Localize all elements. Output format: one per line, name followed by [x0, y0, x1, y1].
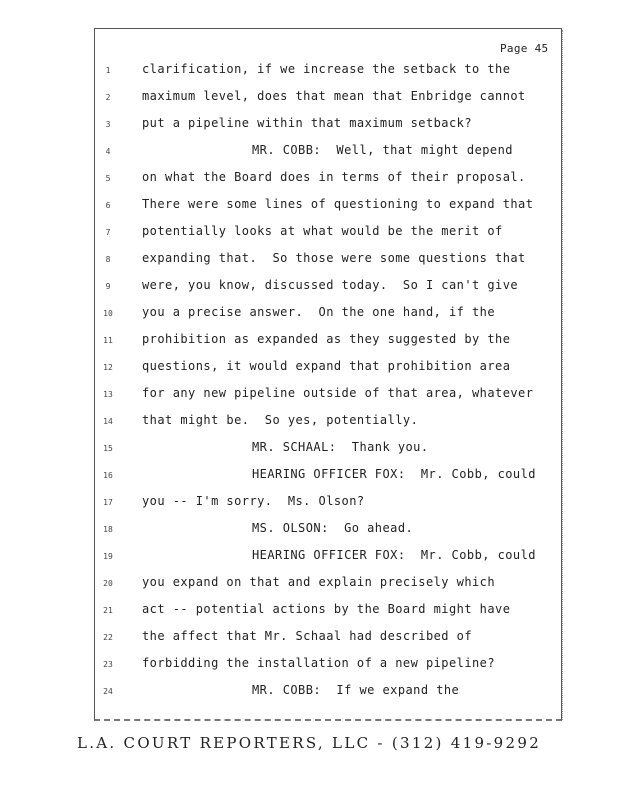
line-number: 19 — [103, 552, 113, 561]
line-text: clarification, if we increase the setback to the — [142, 62, 511, 76]
transcript-line — [0, 386, 618, 408]
transcript-line — [0, 656, 618, 678]
transcript-line — [0, 602, 618, 624]
line-text: on what the Board does in terms of their proposal. — [142, 170, 526, 184]
line-text: There were some lines of questioning to expand that — [142, 197, 534, 211]
line-number: 18 — [103, 525, 113, 534]
line-number: 21 — [103, 606, 113, 615]
line-number: 5 — [105, 174, 111, 183]
transcript-line — [0, 413, 618, 435]
transcript-line — [0, 575, 618, 597]
line-text: you -- I'm sorry. Ms. Olson? — [142, 494, 365, 508]
line-text: that might be. So yes, potentially. — [142, 413, 419, 427]
transcript-line — [0, 440, 618, 462]
line-number: 23 — [103, 660, 113, 669]
line-number: 2 — [105, 93, 111, 102]
transcript-line — [0, 197, 618, 219]
transcript-line — [0, 683, 618, 705]
line-text: prohibition as expanded as they suggested by the — [142, 332, 511, 346]
line-number: 14 — [103, 417, 113, 426]
court-reporter-footer: L.A. COURT REPORTERS, LLC - (312) 419-9292 — [76, 734, 542, 752]
line-number: 4 — [105, 147, 111, 156]
line-number: 10 — [103, 309, 113, 318]
transcript-line — [0, 467, 618, 489]
transcript-line — [0, 305, 618, 327]
transcript-line — [0, 359, 618, 381]
line-number: 11 — [103, 336, 113, 345]
transcript-line — [0, 89, 618, 111]
line-text: act -- potential actions by the Board might have — [142, 602, 511, 616]
line-text: potentially looks at what would be the merit of — [142, 224, 503, 238]
line-number: 15 — [103, 444, 113, 453]
transcript-line — [0, 62, 618, 84]
line-number: 6 — [105, 201, 111, 210]
line-text: HEARING OFFICER FOX: Mr. Cobb, could — [252, 467, 536, 481]
transcript-line — [0, 521, 618, 543]
line-number: 1 — [105, 66, 111, 75]
line-number: 17 — [103, 498, 113, 507]
transcript-line — [0, 251, 618, 273]
page-number: Page 45 — [500, 42, 549, 55]
line-text: were, you know, discussed today. So I can't give — [142, 278, 519, 292]
line-number: 22 — [103, 633, 113, 642]
line-number: 20 — [103, 579, 113, 588]
line-text: MR. SCHAAL: Thank you. — [252, 440, 429, 454]
transcript-line — [0, 332, 618, 354]
line-text: MR. COBB: If we expand the — [252, 683, 460, 697]
line-text: the affect that Mr. Schaal had described of — [142, 629, 473, 643]
line-number: 24 — [103, 687, 113, 696]
line-text: questions, it would expand that prohibition area — [142, 359, 511, 373]
line-number: 16 — [103, 471, 113, 480]
transcript-line — [0, 143, 618, 165]
line-text: expanding that. So those were some questions that — [142, 251, 526, 265]
line-text: for any new pipeline outside of that area, whatever — [142, 386, 534, 400]
line-number: 8 — [105, 255, 111, 264]
line-number: 12 — [103, 363, 113, 372]
transcript-line — [0, 494, 618, 516]
line-text: you expand on that and explain precisely which — [142, 575, 496, 589]
transcript-line — [0, 224, 618, 246]
transcript-line — [0, 629, 618, 651]
line-text: you a precise answer. On the one hand, if the — [142, 305, 496, 319]
line-text: put a pipeline within that maximum setback? — [142, 116, 473, 130]
line-number: 9 — [105, 282, 111, 291]
transcript-line — [0, 278, 618, 300]
line-text: MR. COBB: Well, that might depend — [252, 143, 513, 157]
line-text: forbidding the installation of a new pipeline? — [142, 656, 496, 670]
line-number: 13 — [103, 390, 113, 399]
transcript-line — [0, 548, 618, 570]
transcript-line — [0, 170, 618, 192]
line-text: HEARING OFFICER FOX: Mr. Cobb, could — [252, 548, 536, 562]
transcript-line — [0, 116, 618, 138]
line-text: maximum level, does that mean that Enbridge cannot — [142, 89, 526, 103]
line-number: 3 — [105, 120, 111, 129]
line-text: MS. OLSON: Go ahead. — [252, 521, 414, 535]
line-number: 7 — [105, 228, 111, 237]
